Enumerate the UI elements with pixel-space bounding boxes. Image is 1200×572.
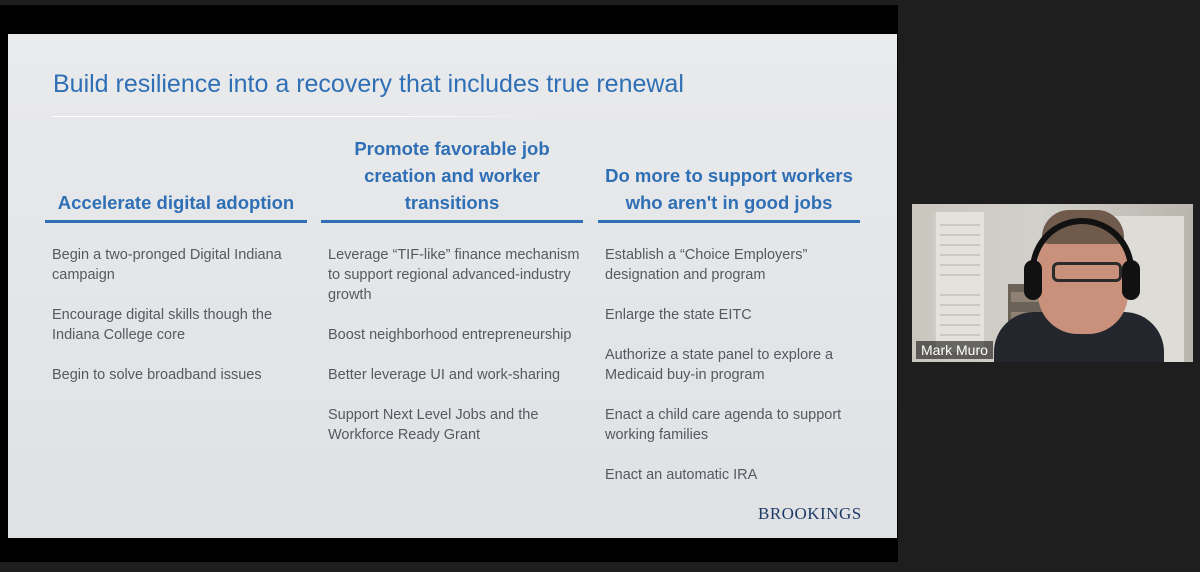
column-support-workers (598, 134, 860, 485)
list-item: Enlarge the state EITC (605, 307, 752, 323)
slide-title: Build resilience into a recovery that includes true renewal (53, 70, 684, 98)
shared-screen (0, 5, 898, 562)
list-item: Establish a “Choice Employers” designation and program (605, 247, 808, 283)
column-items (45, 245, 307, 385)
list-item: Begin a two-pronged Digital Indiana campaign (52, 247, 282, 283)
participant-name-label: Mark Muro (916, 341, 993, 359)
column-items (598, 245, 860, 485)
headset-earcup-left (1024, 260, 1042, 300)
column-divider (321, 220, 583, 223)
column-heading: Accelerate digital adoption (57, 192, 295, 213)
list-item: Enact an automatic IRA (605, 467, 758, 483)
video-door (934, 212, 986, 352)
headset-earcup-right (1122, 260, 1140, 300)
presentation-slide (8, 34, 897, 538)
glasses-icon (1052, 262, 1122, 282)
list-item: Encourage digital skills though the Indiana College core (52, 307, 273, 343)
column-digital-adoption (45, 134, 307, 385)
column-items (321, 245, 583, 445)
column-divider (45, 220, 307, 223)
list-item: Leverage “TIF-like” finance mechanism to support regional advanced-industry growth (328, 247, 580, 303)
column-divider (598, 220, 860, 223)
list-item: Better leverage UI and work-sharing (328, 367, 561, 383)
title-divider (52, 116, 540, 117)
list-item: Boost neighborhood entrepreneurship (328, 327, 572, 343)
list-item: Support Next Level Jobs and the Workforce Ready Grant (328, 407, 539, 443)
column-heading: Promote favorable job creation and worker transitions (354, 138, 550, 213)
participant-video-tile[interactable] (912, 204, 1193, 362)
column-job-creation (321, 134, 583, 445)
list-item: Authorize a state panel to explore a Medicaid buy-in program (605, 347, 834, 383)
list-item: Enact a child care agenda to support working families (605, 407, 842, 443)
column-heading: Do more to support workers who aren't in good jobs (605, 165, 853, 213)
list-item: Begin to solve broadband issues (52, 367, 262, 383)
brookings-logo: BROOKINGS (758, 504, 862, 523)
